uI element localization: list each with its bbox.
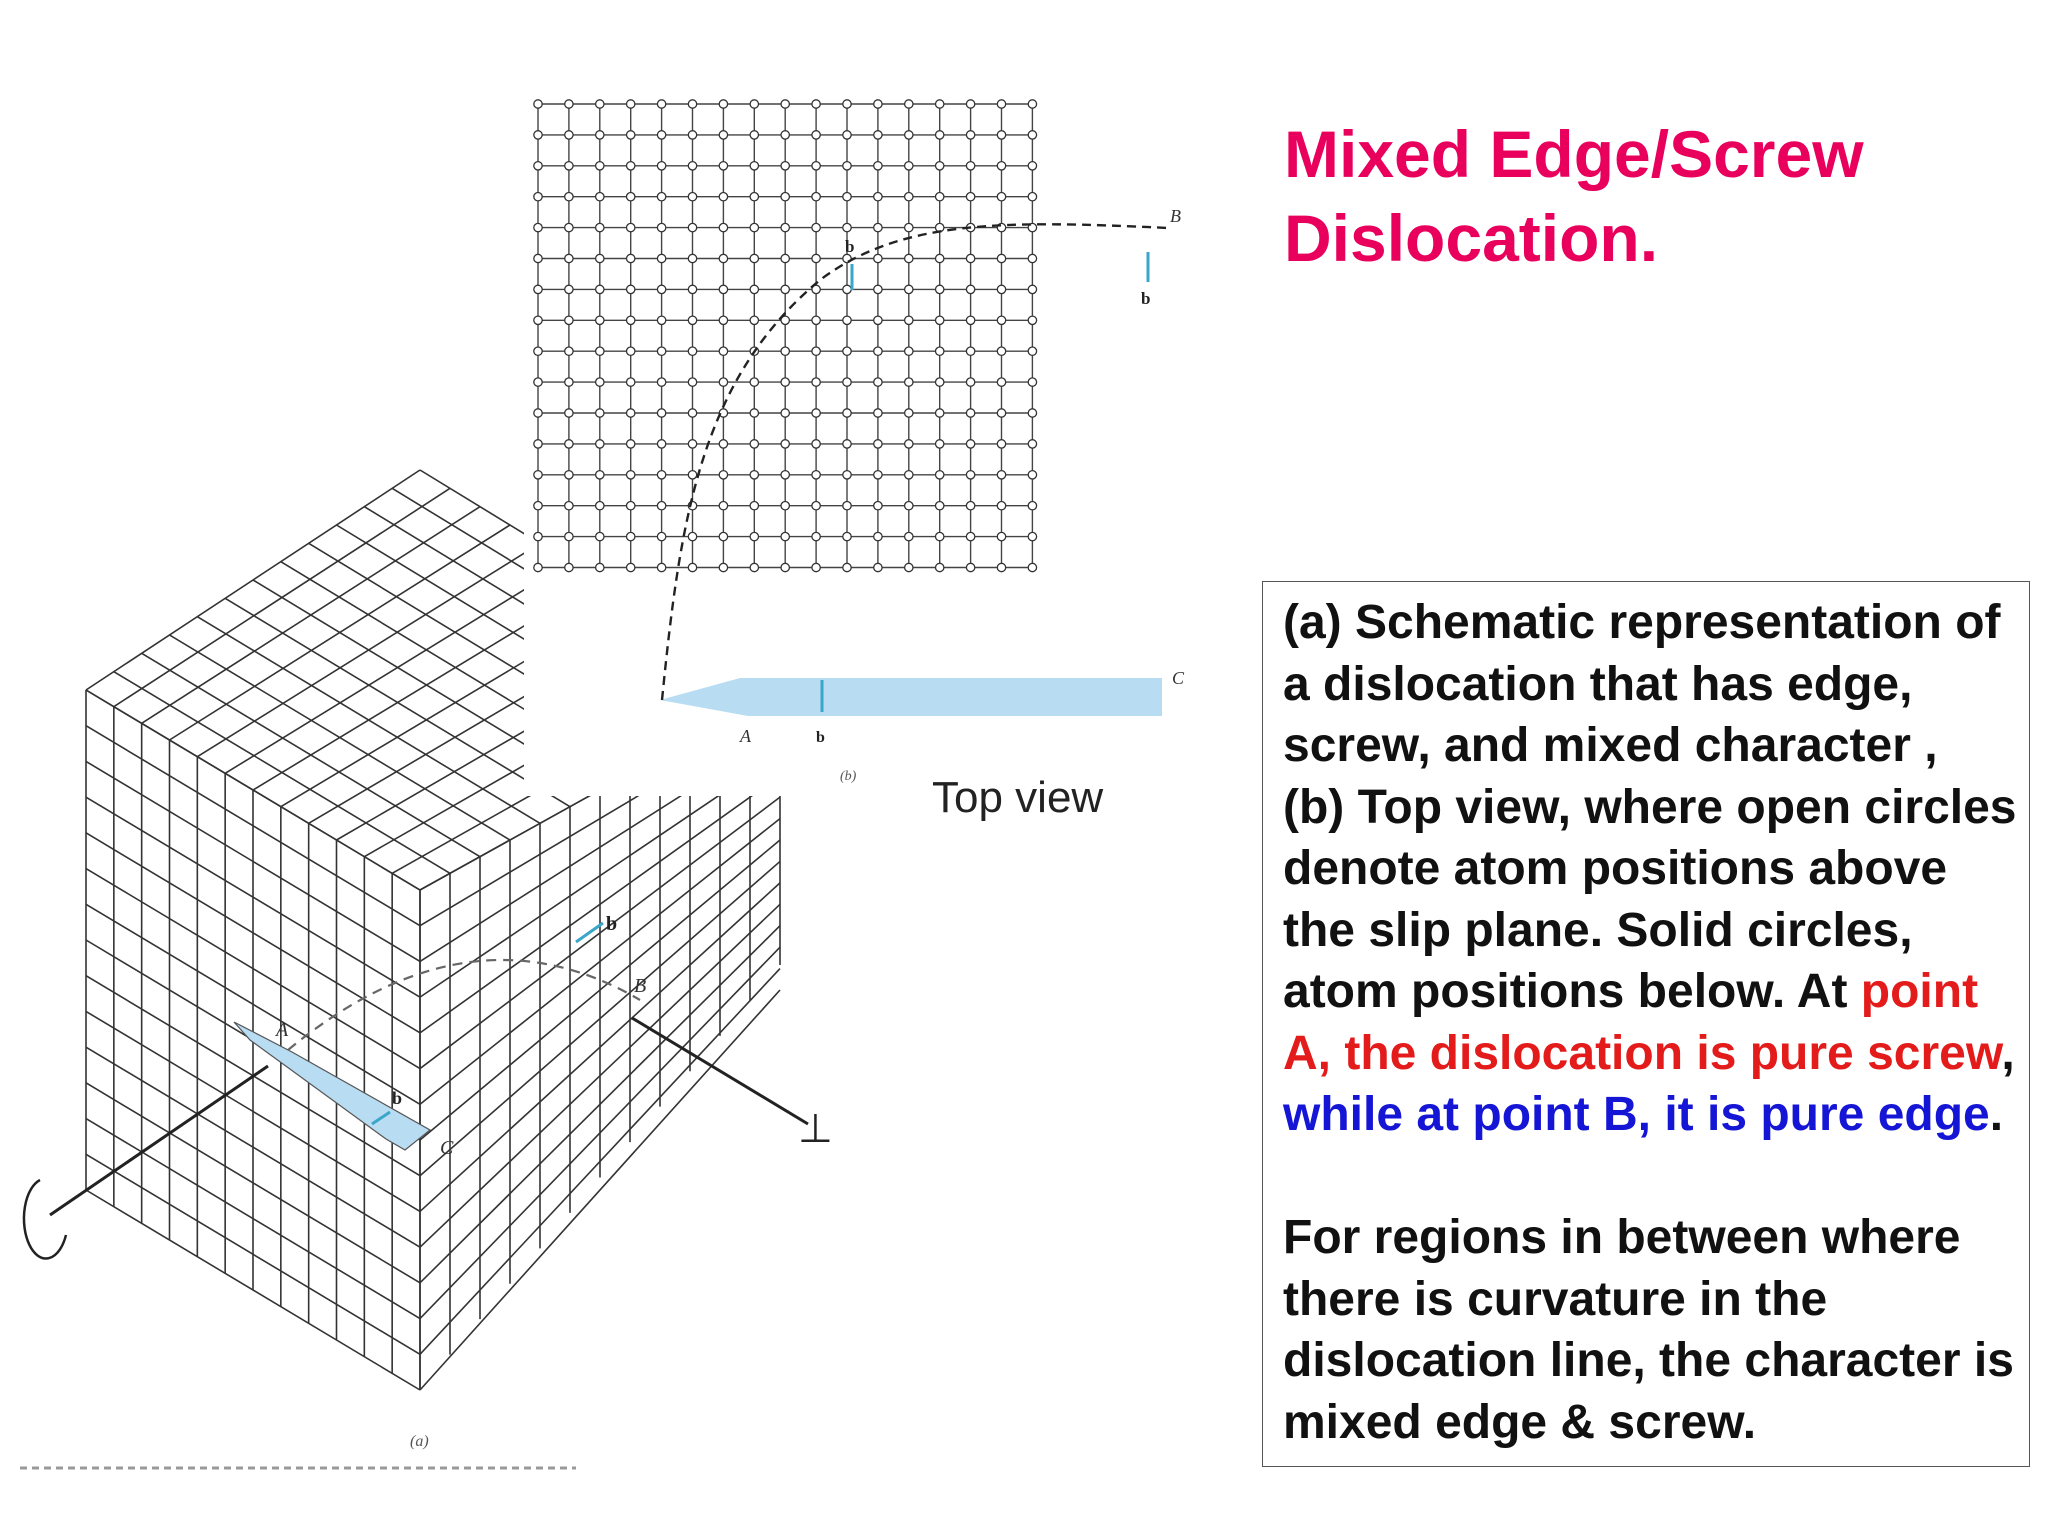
atom-open bbox=[843, 409, 851, 417]
atom-open bbox=[812, 347, 820, 355]
atom-open bbox=[905, 502, 913, 510]
atom-open bbox=[596, 193, 604, 201]
atom-open bbox=[627, 532, 635, 540]
atom-open bbox=[966, 285, 974, 293]
atom-open bbox=[936, 100, 944, 108]
atom-open bbox=[627, 223, 635, 231]
atom-open bbox=[627, 285, 635, 293]
atom-open bbox=[1028, 131, 1036, 139]
atom-open bbox=[997, 347, 1005, 355]
atom-open bbox=[997, 162, 1005, 170]
atom-open bbox=[534, 254, 542, 262]
atom-open bbox=[1028, 378, 1036, 386]
burgers-label-b-right: b bbox=[1141, 289, 1151, 308]
atom-open bbox=[596, 285, 604, 293]
atom-open bbox=[627, 347, 635, 355]
atom-open bbox=[843, 347, 851, 355]
atom-open bbox=[966, 193, 974, 201]
atom-open bbox=[812, 100, 820, 108]
atom-open bbox=[781, 409, 789, 417]
atom-open bbox=[936, 440, 944, 448]
burgers-label-a-bottom: b bbox=[392, 1088, 403, 1108]
atom-open bbox=[750, 471, 758, 479]
atom-open bbox=[750, 100, 758, 108]
atom-open bbox=[781, 285, 789, 293]
atom-open bbox=[781, 131, 789, 139]
atom-open bbox=[688, 254, 696, 262]
atom-open bbox=[657, 563, 665, 571]
caption-highlight-edge: while at point B, it is pure edge bbox=[1283, 1088, 1990, 1141]
atom-open bbox=[781, 378, 789, 386]
atom-open bbox=[874, 471, 882, 479]
atom-open bbox=[1028, 471, 1036, 479]
atom-open bbox=[688, 193, 696, 201]
atom-open bbox=[843, 532, 851, 540]
caption-period: . bbox=[1989, 1088, 2004, 1141]
atom-open bbox=[1028, 440, 1036, 448]
atom-open bbox=[812, 316, 820, 324]
atom-open bbox=[905, 378, 913, 386]
atom-open bbox=[936, 378, 944, 386]
atom-open bbox=[966, 532, 974, 540]
atom-open bbox=[936, 532, 944, 540]
atom-open bbox=[812, 563, 820, 571]
atom-open bbox=[565, 471, 573, 479]
atom-open bbox=[534, 471, 542, 479]
burgers-label-b-left: b bbox=[845, 237, 855, 256]
atom-open bbox=[997, 131, 1005, 139]
atom-open bbox=[905, 254, 913, 262]
atom-open bbox=[874, 131, 882, 139]
atom-open bbox=[966, 502, 974, 510]
atom-open bbox=[997, 440, 1005, 448]
atom-open bbox=[750, 532, 758, 540]
atom-open bbox=[812, 131, 820, 139]
atom-open bbox=[657, 193, 665, 201]
atom-open bbox=[843, 223, 851, 231]
atom-open bbox=[905, 316, 913, 324]
atom-open bbox=[657, 285, 665, 293]
atom-open bbox=[843, 193, 851, 201]
atom-open bbox=[688, 162, 696, 170]
atom-open bbox=[997, 193, 1005, 201]
screw-axis-line bbox=[50, 1066, 268, 1215]
atom-open bbox=[812, 254, 820, 262]
atom-open bbox=[936, 347, 944, 355]
atom-open bbox=[627, 254, 635, 262]
atom-open bbox=[781, 502, 789, 510]
atom-open bbox=[750, 378, 758, 386]
atom-open bbox=[534, 563, 542, 571]
atom-open bbox=[812, 440, 820, 448]
atom-open bbox=[997, 285, 1005, 293]
atom-open bbox=[905, 285, 913, 293]
atom-open bbox=[905, 471, 913, 479]
atom-open bbox=[688, 316, 696, 324]
atom-open bbox=[936, 316, 944, 324]
atom-open bbox=[596, 409, 604, 417]
atom-open bbox=[936, 502, 944, 510]
atom-open bbox=[781, 100, 789, 108]
atom-open bbox=[534, 440, 542, 448]
atom-open bbox=[1028, 285, 1036, 293]
atom-open bbox=[657, 254, 665, 262]
atom-open bbox=[843, 100, 851, 108]
atom-open bbox=[750, 162, 758, 170]
atom-open bbox=[874, 409, 882, 417]
atom-open bbox=[688, 347, 696, 355]
caption-spacer bbox=[1283, 1146, 2023, 1208]
atom-open bbox=[874, 563, 882, 571]
atom-open bbox=[874, 316, 882, 324]
atom-open bbox=[874, 254, 882, 262]
atom-open bbox=[627, 378, 635, 386]
atom-open bbox=[657, 100, 665, 108]
atom-open bbox=[534, 285, 542, 293]
atom-open bbox=[657, 347, 665, 355]
atom-open bbox=[843, 440, 851, 448]
atom-open bbox=[1028, 193, 1036, 201]
atom-open bbox=[565, 347, 573, 355]
atom-open bbox=[812, 502, 820, 510]
title-line-1: Mixed Edge/Screw bbox=[1284, 117, 1864, 191]
slide-title bbox=[1284, 112, 1984, 280]
atom-open bbox=[997, 316, 1005, 324]
atom-open bbox=[905, 532, 913, 540]
atom-open bbox=[750, 563, 758, 571]
label-a-block: A bbox=[276, 1019, 289, 1041]
atom-open bbox=[596, 223, 604, 231]
atom-open bbox=[534, 162, 542, 170]
atom-open bbox=[750, 131, 758, 139]
atom-open bbox=[997, 563, 1005, 571]
atom-open bbox=[905, 162, 913, 170]
atom-open bbox=[874, 193, 882, 201]
atom-open bbox=[843, 316, 851, 324]
atom-open bbox=[596, 471, 604, 479]
label-b-block: B bbox=[634, 975, 647, 997]
atom-open bbox=[874, 532, 882, 540]
atom-open bbox=[627, 471, 635, 479]
atom-open bbox=[719, 223, 727, 231]
caption-paragraph-mixed: For regions in between where there is curvature in the dislocation line, the character is mixed edge & screw. bbox=[1283, 1211, 2014, 1449]
atom-open bbox=[1028, 502, 1036, 510]
atom-open bbox=[719, 193, 727, 201]
atom-open bbox=[719, 471, 727, 479]
atom-open bbox=[534, 193, 542, 201]
atom-open bbox=[596, 100, 604, 108]
atom-open bbox=[843, 162, 851, 170]
atom-open bbox=[657, 316, 665, 324]
atom-open bbox=[997, 254, 1005, 262]
atom-open bbox=[688, 532, 696, 540]
atom-open bbox=[657, 162, 665, 170]
atom-open bbox=[719, 162, 727, 170]
atom-open bbox=[874, 162, 882, 170]
atom-open bbox=[688, 285, 696, 293]
atom-open bbox=[688, 440, 696, 448]
atom-open bbox=[534, 100, 542, 108]
atom-open bbox=[565, 131, 573, 139]
atom-open bbox=[596, 316, 604, 324]
atom-open bbox=[997, 471, 1005, 479]
atom-open bbox=[1028, 409, 1036, 417]
atom-open bbox=[565, 378, 573, 386]
atom-open bbox=[719, 563, 727, 571]
atom-open bbox=[534, 532, 542, 540]
atom-open bbox=[657, 502, 665, 510]
atom-open bbox=[657, 131, 665, 139]
atom-open bbox=[812, 409, 820, 417]
label-c-top: C bbox=[1172, 668, 1185, 688]
atom-open bbox=[596, 563, 604, 571]
atom-open bbox=[750, 502, 758, 510]
atom-open bbox=[688, 100, 696, 108]
atom-open bbox=[905, 440, 913, 448]
atom-open bbox=[781, 532, 789, 540]
atom-open bbox=[936, 285, 944, 293]
atom-open bbox=[905, 563, 913, 571]
atom-open bbox=[534, 378, 542, 386]
atom-open bbox=[843, 378, 851, 386]
atom-open bbox=[534, 316, 542, 324]
atom-open bbox=[719, 316, 727, 324]
atom-open bbox=[936, 254, 944, 262]
caption-paragraph-a: (a) Schematic representation of a dislocation that has edge, screw, and mixed character , bbox=[1283, 596, 2001, 772]
atom-open bbox=[966, 409, 974, 417]
panel-b-caption: (b) bbox=[840, 769, 857, 784]
panel-a-caption: (a) bbox=[410, 1433, 429, 1450]
atom-open bbox=[565, 193, 573, 201]
atom-open bbox=[657, 378, 665, 386]
atom-open bbox=[565, 285, 573, 293]
atom-open bbox=[874, 100, 882, 108]
atom-open bbox=[812, 193, 820, 201]
atom-open bbox=[1028, 532, 1036, 540]
atom-open bbox=[565, 162, 573, 170]
top-view-label: Top view bbox=[932, 773, 1104, 822]
caption-box bbox=[1262, 581, 2030, 1467]
atom-open bbox=[627, 440, 635, 448]
atom-open bbox=[719, 100, 727, 108]
atom-open bbox=[936, 471, 944, 479]
atom-open bbox=[843, 471, 851, 479]
atom-open bbox=[688, 223, 696, 231]
screw-rotation-icon bbox=[24, 1180, 66, 1259]
atom-open bbox=[688, 131, 696, 139]
atom-open bbox=[997, 100, 1005, 108]
atom-open bbox=[843, 563, 851, 571]
atom-open bbox=[997, 409, 1005, 417]
atom-open bbox=[997, 532, 1005, 540]
atom-open bbox=[750, 316, 758, 324]
atom-open bbox=[781, 563, 789, 571]
atom-open bbox=[534, 347, 542, 355]
atom-open bbox=[966, 131, 974, 139]
atom-open bbox=[627, 502, 635, 510]
atom-open bbox=[1028, 316, 1036, 324]
atom-open bbox=[966, 347, 974, 355]
atom-open bbox=[596, 502, 604, 510]
edge-symbol: ⊥ bbox=[798, 1106, 833, 1151]
atom-open bbox=[719, 502, 727, 510]
atom-open bbox=[565, 563, 573, 571]
atom-open bbox=[688, 471, 696, 479]
atom-open bbox=[534, 131, 542, 139]
atom-open bbox=[688, 378, 696, 386]
atom-open bbox=[565, 316, 573, 324]
atom-open bbox=[750, 409, 758, 417]
atom-open bbox=[750, 285, 758, 293]
atom-open bbox=[781, 440, 789, 448]
atom-open bbox=[534, 502, 542, 510]
atom-open bbox=[966, 162, 974, 170]
atom-open bbox=[719, 409, 727, 417]
atom-open bbox=[874, 223, 882, 231]
atom-open bbox=[596, 162, 604, 170]
atom-open bbox=[874, 378, 882, 386]
atom-open bbox=[905, 347, 913, 355]
atom-open bbox=[565, 440, 573, 448]
atom-open bbox=[905, 193, 913, 201]
atom-open bbox=[627, 409, 635, 417]
slip-plane-region-a bbox=[234, 1022, 430, 1150]
atom-open bbox=[534, 409, 542, 417]
atom-open bbox=[596, 532, 604, 540]
atom-open bbox=[966, 471, 974, 479]
atom-open bbox=[719, 440, 727, 448]
atom-open bbox=[657, 409, 665, 417]
atom-open bbox=[966, 100, 974, 108]
atom-open bbox=[781, 471, 789, 479]
caption-paragraph-b bbox=[1283, 777, 2023, 1146]
caption-b-start: (b) Top view, where open circles denote atom positions above the slip plane. Solid circles, atom positions below. At bbox=[1283, 780, 2017, 1018]
atom-open bbox=[966, 378, 974, 386]
atom-open bbox=[966, 254, 974, 262]
atom-open bbox=[596, 440, 604, 448]
atom-open bbox=[627, 316, 635, 324]
atom-open bbox=[596, 254, 604, 262]
atom-open bbox=[719, 347, 727, 355]
atom-open bbox=[1028, 563, 1036, 571]
atom-open bbox=[874, 502, 882, 510]
atom-open bbox=[627, 162, 635, 170]
atom-open bbox=[781, 193, 789, 201]
caption-highlight-screw: point A, the dislocation is pure screw bbox=[1283, 965, 2002, 1080]
atom-open bbox=[565, 100, 573, 108]
atom-open bbox=[936, 563, 944, 571]
burgers-arrow-a-top bbox=[576, 923, 603, 942]
atom-open bbox=[657, 532, 665, 540]
atom-open bbox=[1028, 162, 1036, 170]
atom-open bbox=[936, 162, 944, 170]
burgers-label-a-top: b bbox=[606, 913, 618, 935]
caption-text bbox=[1283, 592, 2023, 1453]
atom-open bbox=[874, 440, 882, 448]
atom-open bbox=[905, 131, 913, 139]
atom-open bbox=[812, 162, 820, 170]
atom-open bbox=[936, 409, 944, 417]
atom-open bbox=[719, 378, 727, 386]
atom-open bbox=[565, 409, 573, 417]
atom-open bbox=[657, 223, 665, 231]
atom-open bbox=[627, 193, 635, 201]
atom-open bbox=[936, 131, 944, 139]
atom-open bbox=[627, 563, 635, 571]
atom-open bbox=[781, 347, 789, 355]
burgers-label-b-bottom: b bbox=[816, 729, 825, 746]
atom-open bbox=[812, 471, 820, 479]
dislocation-line-a bbox=[288, 960, 640, 1050]
atom-open bbox=[781, 254, 789, 262]
atom-open bbox=[627, 100, 635, 108]
atom-open bbox=[843, 285, 851, 293]
atom-open bbox=[966, 563, 974, 571]
atom-open bbox=[781, 223, 789, 231]
atom-open bbox=[905, 223, 913, 231]
atom-open bbox=[781, 162, 789, 170]
atom-open bbox=[657, 440, 665, 448]
slip-plane-region-b bbox=[660, 678, 1162, 716]
atom-open bbox=[565, 223, 573, 231]
title-line-2: Dislocation. bbox=[1284, 201, 1659, 275]
atom-open bbox=[843, 502, 851, 510]
atom-open bbox=[843, 131, 851, 139]
atom-open bbox=[874, 347, 882, 355]
atom-open bbox=[750, 223, 758, 231]
atom-open bbox=[997, 378, 1005, 386]
atom-open bbox=[565, 532, 573, 540]
atom-open bbox=[750, 254, 758, 262]
label-a-top: A bbox=[740, 726, 751, 746]
atom-open bbox=[1028, 100, 1036, 108]
atom-open bbox=[1028, 347, 1036, 355]
atom-open bbox=[812, 378, 820, 386]
atom-open bbox=[565, 502, 573, 510]
atom-open bbox=[596, 378, 604, 386]
atom-open bbox=[596, 131, 604, 139]
atom-open bbox=[1028, 254, 1036, 262]
atom-open bbox=[534, 223, 542, 231]
atom-open bbox=[719, 254, 727, 262]
atom-open bbox=[719, 131, 727, 139]
atom-open bbox=[596, 347, 604, 355]
label-b-top: B bbox=[1170, 206, 1181, 226]
atom-open bbox=[966, 316, 974, 324]
atom-open bbox=[565, 254, 573, 262]
atom-open bbox=[719, 532, 727, 540]
atom-open bbox=[936, 193, 944, 201]
atom-open bbox=[750, 193, 758, 201]
atom-open bbox=[688, 563, 696, 571]
atom-open bbox=[905, 409, 913, 417]
atom-open bbox=[812, 223, 820, 231]
atom-open bbox=[997, 502, 1005, 510]
atom-open bbox=[966, 440, 974, 448]
caption-comma: , bbox=[2001, 1026, 2015, 1080]
atom-open bbox=[750, 440, 758, 448]
atom-open bbox=[874, 285, 882, 293]
atom-open bbox=[688, 409, 696, 417]
label-c-block: C bbox=[440, 1137, 454, 1159]
atom-open bbox=[719, 285, 727, 293]
atom-open bbox=[905, 100, 913, 108]
atom-open bbox=[627, 131, 635, 139]
atom-open bbox=[812, 532, 820, 540]
atom-open bbox=[657, 471, 665, 479]
